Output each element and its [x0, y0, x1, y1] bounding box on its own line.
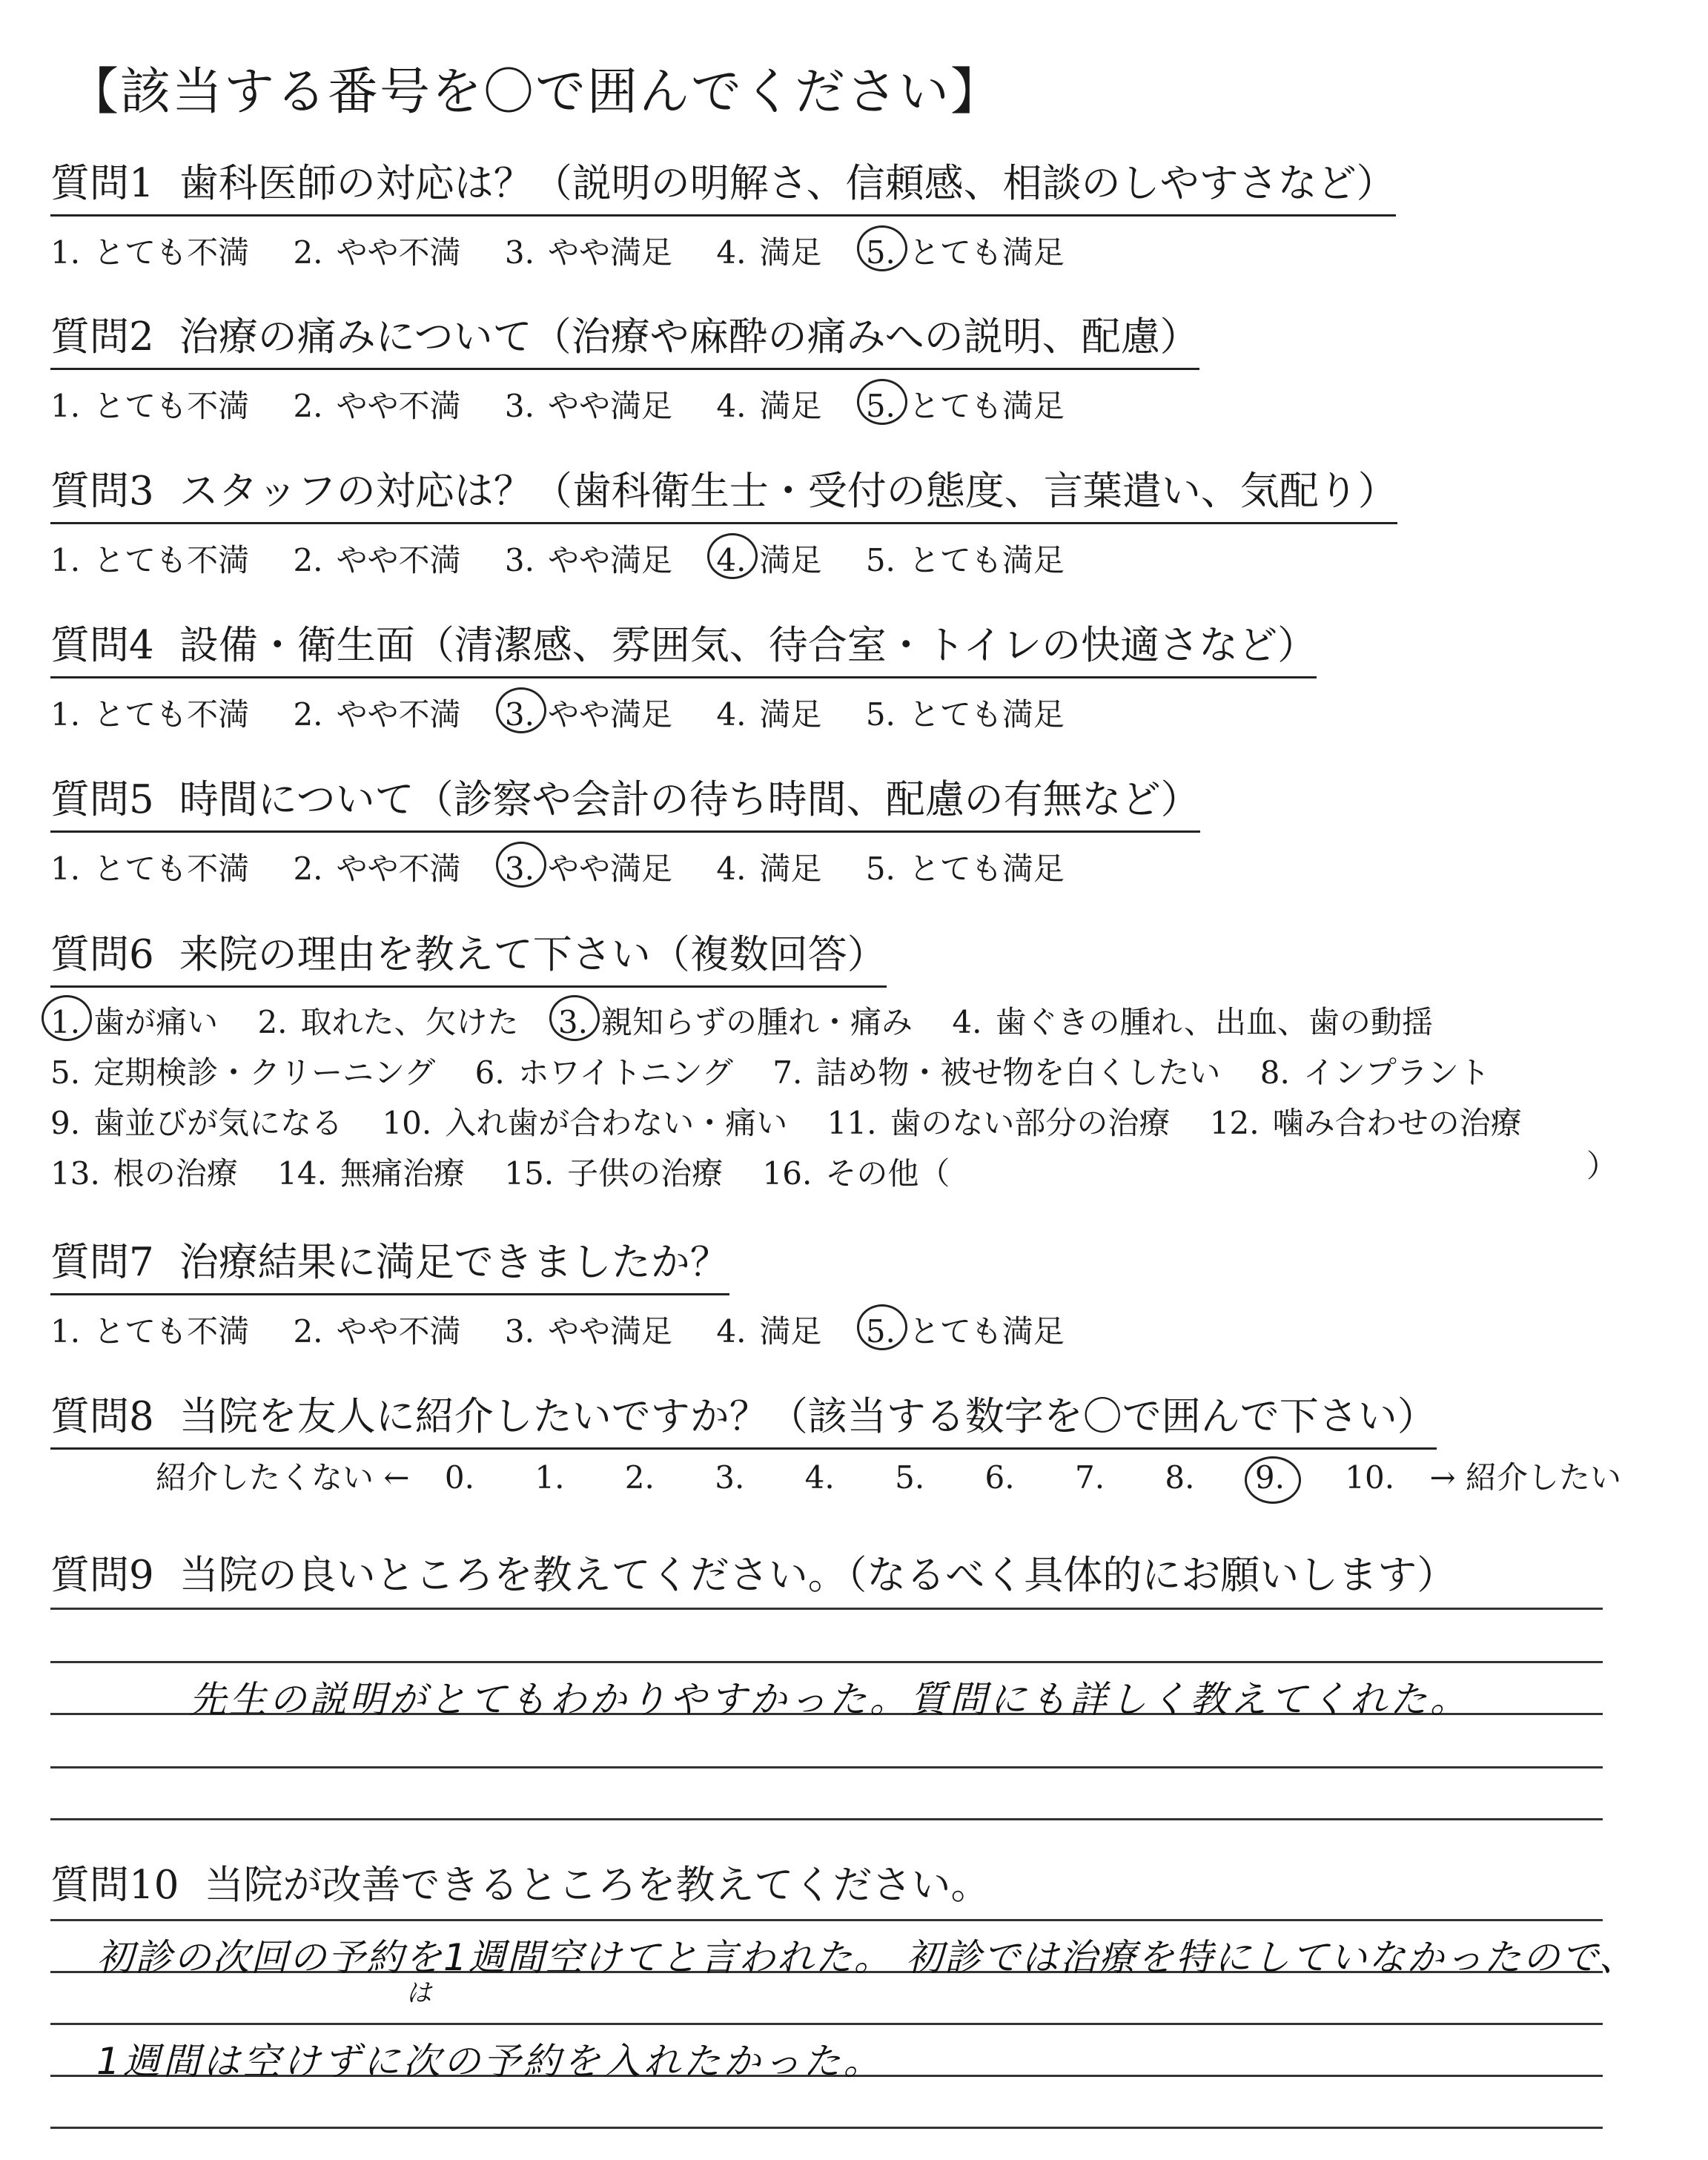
- option-2[interactable]: 2. やや不満: [293, 696, 461, 733]
- question-7-label: 質問7: [50, 1240, 154, 1285]
- option-5-selected[interactable]: 5. とても満足: [865, 388, 1065, 424]
- question-2-label: 質問2: [50, 314, 154, 360]
- scale-1[interactable]: 1.: [534, 1459, 565, 1496]
- reason-option-12[interactable]: 12. 噛み合わせの治療: [1209, 1105, 1522, 1141]
- scale-8[interactable]: 8.: [1165, 1459, 1195, 1496]
- scale-7[interactable]: 7.: [1074, 1459, 1105, 1496]
- scale-0[interactable]: 0.: [444, 1459, 474, 1496]
- scale-2[interactable]: 2.: [624, 1459, 655, 1496]
- question-3-text: スタッフの対応は？（歯科衛生士・受付の態度、言葉遣い、気配り）: [179, 469, 1397, 514]
- question-1-options: [50, 228, 1396, 273]
- option-2[interactable]: 2. やや不満: [293, 542, 461, 578]
- recommend-scale: [156, 1453, 1621, 1498]
- scale-3[interactable]: 3.: [715, 1459, 745, 1496]
- reason-option-8[interactable]: 8. インプラント: [1260, 1054, 1490, 1091]
- question-1-heading: [50, 152, 1396, 217]
- question-7: [50, 1231, 1099, 1352]
- question-5-label: 質問5: [50, 777, 154, 822]
- option-1[interactable]: 1. とても不満: [50, 696, 250, 733]
- answer-line: [50, 2127, 1603, 2129]
- reason-option-9[interactable]: 9. 歯並びが気になる: [50, 1105, 343, 1141]
- question-9: [50, 1544, 1456, 1600]
- question-8-heading: [50, 1385, 1437, 1450]
- option-4[interactable]: 4. 満足: [716, 388, 822, 424]
- question-2-text: 治療の痛みについて（治療や麻酔の痛みへの説明、配慮）: [179, 314, 1199, 360]
- question-9-heading: [50, 1544, 1456, 1600]
- question-1-text: 歯科医師の対応は？（説明の明解さ、信頼感、相談のしやすさなど）: [179, 161, 1396, 206]
- question-3-label: 質問3: [50, 469, 154, 514]
- question-6-text: 来院の理由を教えて下さい（複数回答）: [179, 932, 887, 977]
- option-5[interactable]: 5. とても満足: [865, 542, 1065, 578]
- answer-line: [50, 1919, 1603, 1921]
- option-4[interactable]: 4. 満足: [716, 696, 822, 733]
- reason-option-2[interactable]: 2. 取れた、欠けた: [257, 1004, 519, 1040]
- question-10-text: 当院が改善できるところを教えてください。: [204, 1863, 990, 1908]
- question-4-label: 質問4: [50, 623, 154, 668]
- reason-option-10[interactable]: 10. 入れ歯が合わない・痛い: [382, 1105, 788, 1141]
- option-4[interactable]: 4. 満足: [716, 1313, 822, 1350]
- question-7-options: [50, 1307, 1099, 1352]
- scale-left-label: 紹介したくない ←: [156, 1459, 410, 1496]
- question-10-answer-line-2[interactable]: 1週間は空けずに次の予約を入れたかった。: [96, 2040, 884, 2083]
- question-4-heading: [50, 614, 1317, 678]
- question-3-heading: [50, 460, 1397, 524]
- reason-option-3-selected[interactable]: 3. 親知らずの腫れ・痛み: [557, 1004, 913, 1040]
- question-8: [50, 1385, 1437, 1450]
- reason-option-11[interactable]: 11. 歯のない部分の治療: [827, 1105, 1171, 1141]
- question-8-text: 当院を友人に紹介したいですか？（該当する数字を〇で囲んで下さい）: [179, 1394, 1437, 1439]
- question-9-answer[interactable]: 先生の説明がとてもわかりやすかった。質問にも詳しく教えてくれた。: [189, 1678, 1470, 1721]
- question-7-text: 治療結果に満足できましたか？: [179, 1240, 729, 1285]
- question-3-options: [50, 536, 1397, 581]
- reason-option-1-selected[interactable]: 1. 歯が痛い: [50, 1004, 219, 1040]
- question-4-options: [50, 690, 1317, 735]
- question-8-label: 質問8: [50, 1394, 154, 1439]
- reason-option-14[interactable]: 14. 無痛治療: [277, 1155, 465, 1192]
- option-4-selected[interactable]: 4. 満足: [716, 542, 822, 578]
- question-2-options: [50, 382, 1199, 426]
- scale-right-label: → 紹介したい: [1429, 1459, 1621, 1496]
- answer-line: [50, 1608, 1603, 1610]
- scale-4[interactable]: 4.: [804, 1459, 835, 1496]
- page-title: 【該当する番号を〇で囲んでください】: [68, 63, 1003, 122]
- question-10-answer-insert: は: [406, 1978, 434, 2008]
- option-4[interactable]: 4. 満足: [716, 851, 822, 887]
- option-5-selected[interactable]: 5. とても満足: [865, 234, 1065, 271]
- reason-option-16-other[interactable]: 16. その他（: [762, 1155, 950, 1192]
- option-1[interactable]: 1. とても不満: [50, 234, 250, 271]
- question-6-options-row-1: [50, 998, 1552, 1047]
- reason-option-4[interactable]: 4. 歯ぐきの腫れ、出血、歯の動揺: [952, 1004, 1433, 1040]
- reason-option-7[interactable]: 7. 詰め物・被せ物を白くしたい: [772, 1054, 1221, 1091]
- reason-option-5[interactable]: 5. 定期検診・クリーニング: [50, 1054, 436, 1091]
- option-3[interactable]: 3. やや満足: [504, 234, 672, 271]
- option-3[interactable]: 3. やや満足: [504, 542, 672, 578]
- question-6-label: 質問6: [50, 932, 154, 977]
- other-close-paren: ）: [1586, 1148, 1618, 1184]
- option-1[interactable]: 1. とても不満: [50, 1313, 250, 1350]
- option-1[interactable]: 1. とても不満: [50, 542, 250, 578]
- question-3: [50, 460, 1397, 581]
- option-5[interactable]: 5. とても満足: [865, 696, 1065, 733]
- question-9-label: 質問9: [50, 1553, 154, 1598]
- answer-line: [50, 1661, 1603, 1663]
- scale-6[interactable]: 6.: [984, 1459, 1015, 1496]
- answer-line: [50, 1818, 1603, 1820]
- question-10: [50, 1854, 990, 1910]
- question-9-text: 当院の良いところを教えてください。（なるべく具体的にお願いします）: [179, 1553, 1457, 1598]
- option-1[interactable]: 1. とても不満: [50, 851, 250, 887]
- question-6: [50, 923, 1552, 1198]
- option-1[interactable]: 1. とても不満: [50, 388, 250, 424]
- scale-10[interactable]: 10.: [1345, 1459, 1395, 1496]
- answer-line: [50, 1766, 1603, 1768]
- question-2-heading: [50, 305, 1199, 370]
- question-4-text: 設備・衛生面（清潔感、雰囲気、待合室・トイレの快適さなど）: [179, 623, 1317, 668]
- option-4[interactable]: 4. 満足: [716, 234, 822, 271]
- question-6-heading: [50, 923, 887, 988]
- question-1-label: 質問1: [50, 161, 154, 206]
- scale-5[interactable]: 5.: [895, 1459, 925, 1496]
- option-3-selected[interactable]: 3. やや満足: [504, 851, 672, 887]
- option-3[interactable]: 3. やや満足: [504, 1313, 672, 1350]
- question-4: [50, 614, 1317, 735]
- option-3-selected[interactable]: 3. やや満足: [504, 696, 672, 733]
- reason-option-6[interactable]: 6. ホワイトニング: [474, 1054, 733, 1091]
- reason-option-15[interactable]: 15. 子供の治療: [504, 1155, 724, 1192]
- question-1: [50, 152, 1396, 273]
- question-10-label: 質問10: [50, 1863, 179, 1908]
- option-3[interactable]: 3. やや満足: [504, 388, 672, 424]
- answer-line: [50, 2023, 1603, 2025]
- question-5-options: [50, 845, 1200, 889]
- option-2[interactable]: 2. やや不満: [293, 388, 461, 424]
- question-2: [50, 305, 1199, 426]
- reason-option-13[interactable]: 13. 根の治療: [50, 1155, 238, 1192]
- question-5: [50, 768, 1200, 889]
- question-10-heading: [50, 1854, 990, 1910]
- question-7-heading: [50, 1231, 729, 1295]
- question-6-options-row-4: [50, 1149, 1552, 1198]
- question-10-answer-line-1[interactable]: 初診の次回の予約を1週間空けてと言われた。 初診では治療を特にしていなかったので、: [96, 1936, 1638, 1979]
- scale-9-selected[interactable]: 9.: [1254, 1459, 1285, 1496]
- option-2[interactable]: 2. やや不満: [293, 851, 461, 887]
- option-2[interactable]: 2. やや不満: [293, 1313, 461, 1350]
- option-5[interactable]: 5. とても満足: [865, 851, 1065, 887]
- question-6-options-row-3: [50, 1099, 1552, 1148]
- option-2[interactable]: 2. やや不満: [293, 234, 461, 271]
- question-5-text: 時間について（診察や会計の待ち時間、配慮の有無など）: [179, 777, 1200, 822]
- question-5-heading: [50, 768, 1200, 833]
- option-5-selected[interactable]: 5. とても満足: [865, 1313, 1065, 1350]
- question-6-options-row-2: [50, 1048, 1552, 1097]
